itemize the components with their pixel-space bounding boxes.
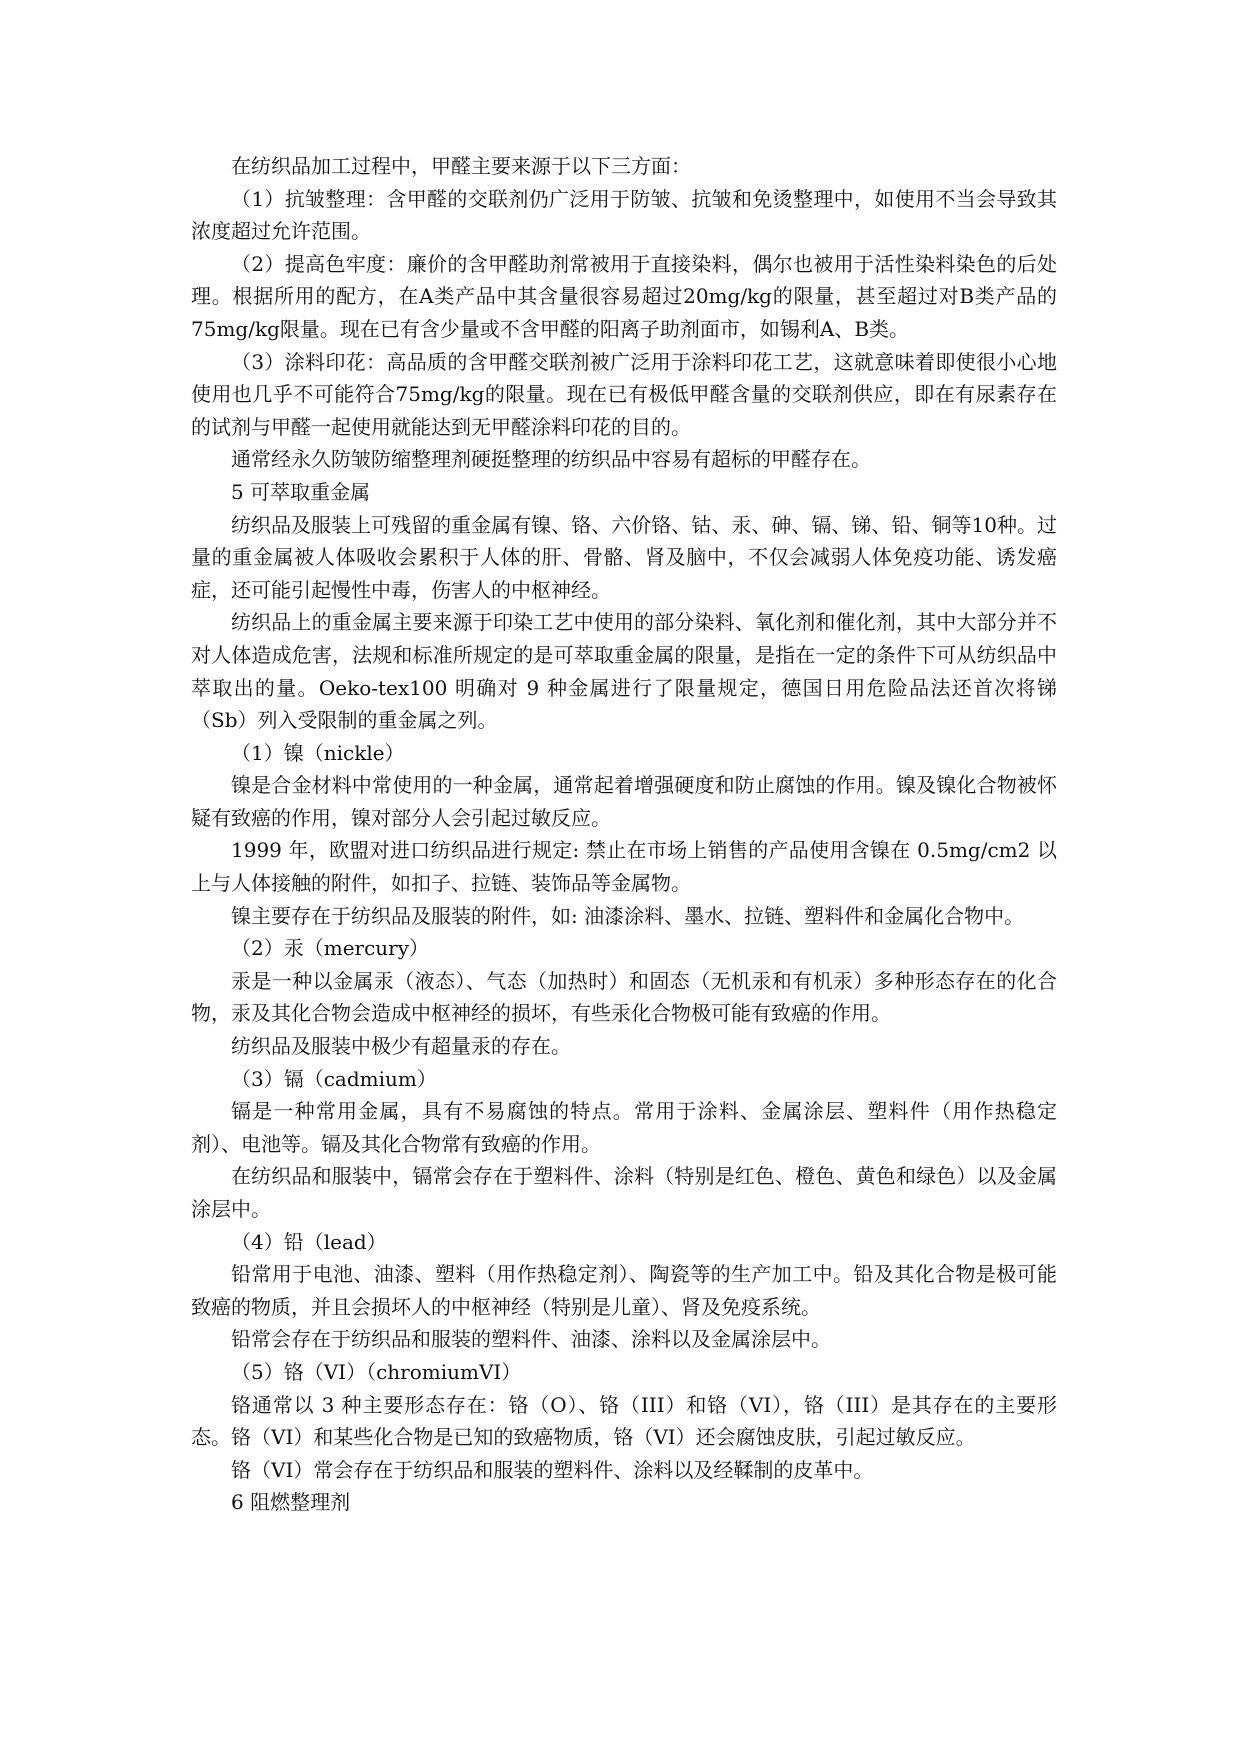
paragraph-chromium-presence: 铬（VI）常会存在于纺织品和服装的塑料件、涂料以及经鞣制的皮革中。 xyxy=(231,1457,874,1482)
paragraph-mercury-presence: 纺织品及服装中极少有超量汞的存在。 xyxy=(231,1034,571,1059)
paragraph-cadmium-presence: 在纺织品和服装中，镉常会存在于塑料件、涂料（特别是红色、橙色、黄色和绿色）以及金属涂层中。 xyxy=(191,1164,1057,1221)
subheading-nickel: （1）镍（nickle） xyxy=(231,740,405,765)
paragraph-pigment-printing: （3）涂料印花：高品质的含甲醛交联剂被广泛用于涂料印花工艺，这就意味着即使很小心地使用也几乎不可能符合75mg/kg的限量。现在已有极低甲醛含量的交联剂供应，即在有尿素存在的试剂与甲醛一起使用就能达到无甲醛涂料印花的目的。 xyxy=(191,349,1057,439)
subheading-mercury: （2）汞（mercury） xyxy=(231,936,430,961)
paragraph-color-fastness: （2）提高色牢度：廉价的含甲醛助剂常被用于直接染料，偶尔也被用于活性染料染色的后处理。根据所用的配方，在A类产品中其含量很容易超过20mg/kg的限量，甚至超过对B类产品的75mg/kg限量。现在已有含少量或不含甲醛的阳离子助剂面市，如锡利A、B类。 xyxy=(191,251,1057,341)
paragraph-nickel: 镍是合金材料中常使用的一种金属，通常起着增强硬度和防止腐蚀的作用。镍及镍化合物被怀疑有致癌的作用，镍对部分人会引起过敏反应。 xyxy=(191,773,1057,830)
paragraph-mercury: 汞是一种以金属汞（液态）、气态（加热时）和固态（无机汞和有机汞）多种形态存在的化合物，汞及其化合物会造成中枢神经的损坏，有些汞化合物极可能有致癌的作用。 xyxy=(191,968,1057,1026)
section-heading-heavy-metals: 5 可萃取重金属 xyxy=(231,479,371,504)
paragraph-chromium: 铬通常以 3 种主要形态存在：铬（O）、铬（III）和铬（VI），铬（III）是其存在的主要形态。铬（VI）和某些化合物是已知的致癌物质，铬（VI）还会腐蚀皮肤，引起过敏反应。 xyxy=(191,1392,1057,1450)
paragraph-heavy-metals: 纺织品及服装上可残留的重金属有镍、铬、六价铬、钴、汞、砷、镉、锑、铅、铜等10种。过量的重金属被人体吸收会累积于人体的肝、骨骼、肾及脑中，不仅会减弱人体免疫功能、诱发癌症，还可能引起慢性中毒，伤害人的中枢神经。 xyxy=(191,512,1057,602)
paragraph-nickel-presence: 镍主要存在于纺织品及服装的附件，如: 油漆涂料、墨水、拉链、塑料件和金属化合物中。 xyxy=(231,903,1025,928)
paragraph-nickel-eu: 1999 年，欧盟对进口纺织品进行规定: 禁止在市场上销售的产品使用含镍在 0.5mg/cm2 以上与人体接触的附件，如扣子、拉链、装饰品等金属物。 xyxy=(191,838,1057,896)
document-body xyxy=(191,150,1057,1519)
paragraph-wrinkle-finish: （1）抗皱整理：含甲醛的交联剂仍广泛用于防皱、抗皱和免烫整理中，如使用不当会导致其浓度超过允许范围。 xyxy=(191,186,1057,244)
paragraph-lead-presence: 铅常会存在于纺织品和服装的塑料件、油漆、涂料以及金属涂层中。 xyxy=(231,1327,831,1352)
section-heading-flame-retardant: 6 阻燃整理剂 xyxy=(231,1490,351,1515)
paragraph-summary: 通常经永久防皱防缩整理剂硬挺整理的纺织品中容易有超标的甲醛存在。 xyxy=(231,447,871,472)
paragraph-cadmium: 镉是一种常用金属，具有不易腐蚀的特点。常用于涂料、金属涂层、塑料件（用作热稳定剂）、电池等。镉及其化合物常有致癌的作用。 xyxy=(191,1099,1057,1156)
subheading-chromium: （5）铬（VI）（chromiumVI） xyxy=(231,1359,522,1384)
paragraph-lead: 铅常用于电池、油漆、塑料（用作热稳定剂）、陶瓷等的生产加工中。铅及其化合物是极可能致癌的物质，并且会损坏人的中枢神经（特别是儿童）、肾及免疫系统。 xyxy=(191,1262,1057,1319)
subheading-cadmium: （3）镉（cadmium） xyxy=(231,1066,437,1091)
paragraph-intro: 在纺织品加工过程中，甲醛主要来源于以下三方面： xyxy=(231,154,691,178)
subheading-lead: （4）铅（lead） xyxy=(231,1229,387,1254)
paragraph-heavy-metal-sources: 纺织品上的重金属主要来源于印染工艺中使用的部分染料、氧化剂和催化剂，其中大部分并不对人体造成危害，法规和标准所规定的是可萃取重金属的限量，是指在一定的条件下可从纺织品中萃取出的量。Oeko-tex100 明确对 9 种金属进行了限量规定，德国日用危险品法还首次将锑（Sb）列入受限制的重金属之列。 xyxy=(191,610,1057,733)
